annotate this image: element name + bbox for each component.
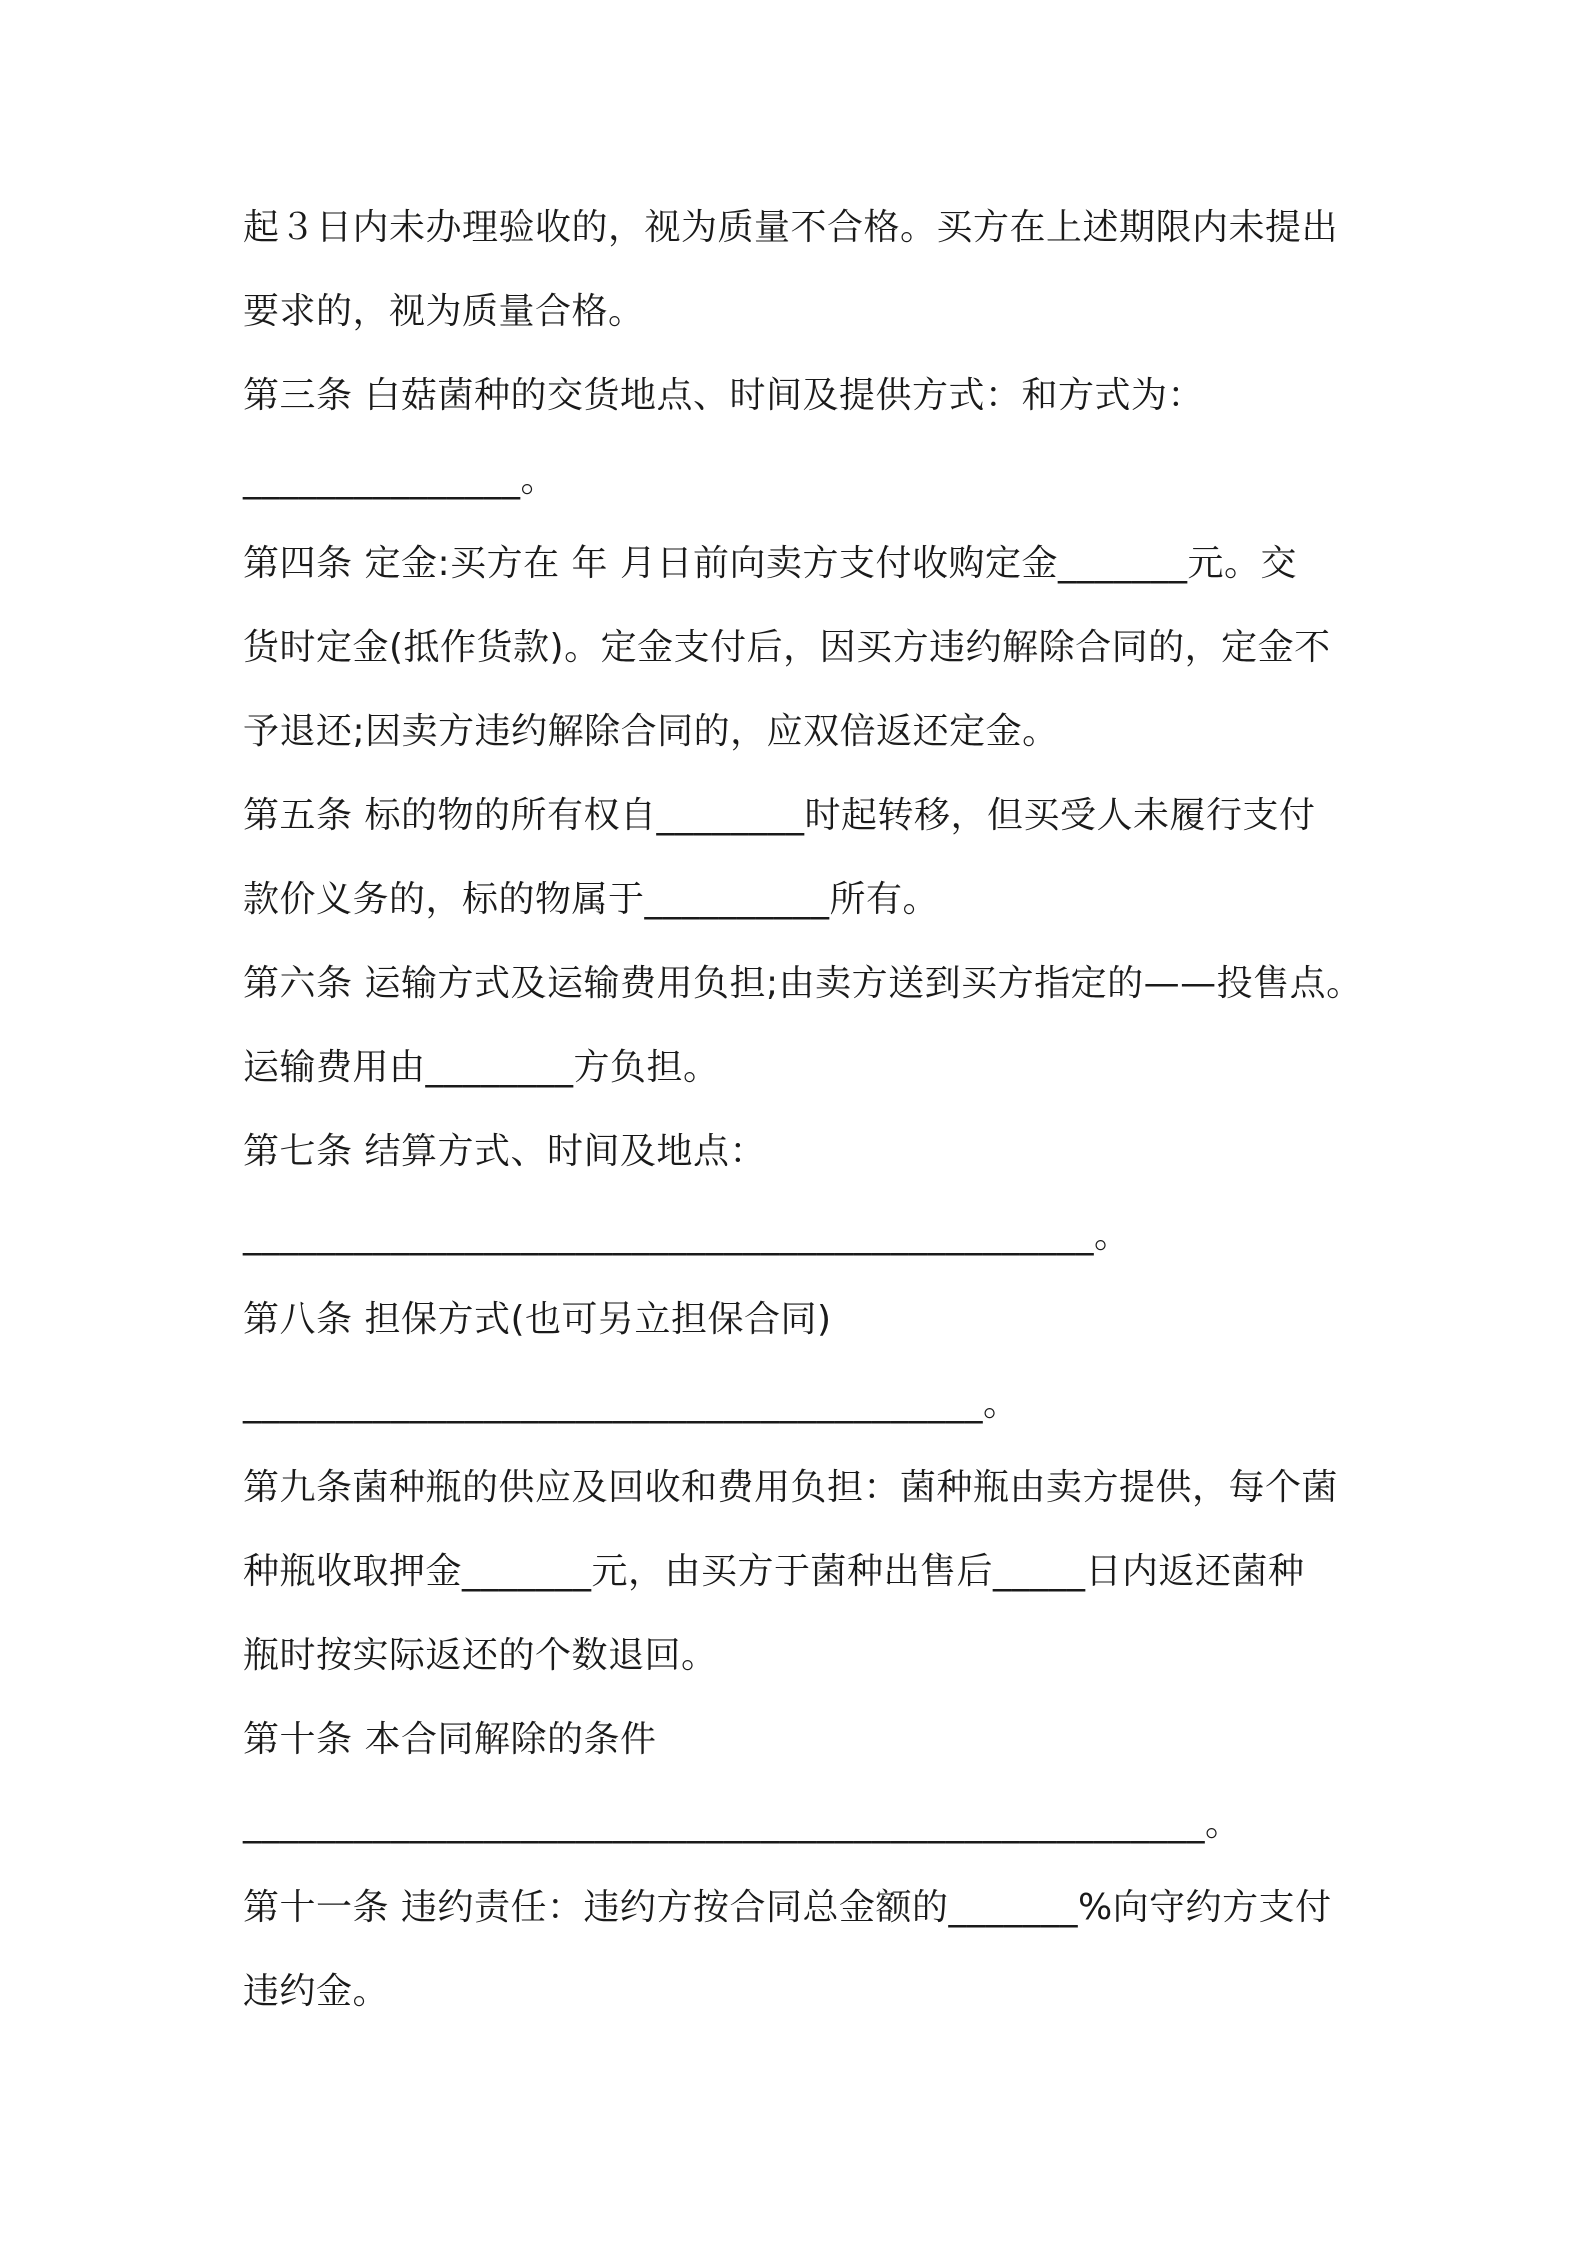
text-line: ______________________________________________。 (243, 1215, 1131, 1256)
text-line: 予退还;因卖方违约解除合同的，应双倍返还定金。 (243, 711, 1059, 752)
text-line: ________________________________________。 (243, 1383, 1020, 1424)
text-line: 瓶时按实际返还的个数退回。 (243, 1635, 718, 1676)
text-line: 货时定金(抵作货款)。定金支付后，因买方违约解除合同的，定金不 (243, 627, 1331, 668)
text-line: 运输费用由________方负担。 (243, 1047, 720, 1088)
text-line: _______________。 (243, 459, 557, 500)
text-line: 款价义务的，标的物属于__________所有。 (243, 879, 940, 920)
clause-4-heading: 第四条 定金:买方在 年 月日前向卖方支付收购定金_______元。交 (243, 543, 1297, 584)
text-line: ____________________________________________________。 (243, 1803, 1242, 1844)
text-line: 违约金。 (243, 1971, 390, 2012)
clause-6-heading: 第六条 运输方式及运输费用负担;由卖方送到买方指定的——投售点。 (243, 963, 1363, 1004)
text-line: 起３日内未办理验收的，视为质量不合格。买方在上述期限内未提出 (243, 207, 1339, 248)
clause-11-heading: 第十一条 违约责任：违约方按合同总金额的_______%向守约方支付 (243, 1887, 1332, 1928)
clause-5-heading: 第五条 标的物的所有权自________时起转移，但买受人未履行支付 (243, 795, 1316, 836)
clause-3-heading: 第三条 白菇菌种的交货地点、时间及提供方式：和方式为： (243, 375, 1204, 416)
clause-8-heading: 第八条 担保方式(也可另立担保合同) (243, 1299, 832, 1340)
text-line: 种瓶收取押金_______元，由买方于菌种出售后_____日内返还菌种 (243, 1551, 1305, 1592)
clause-7-heading: 第七条 结算方式、时间及地点： (243, 1131, 766, 1172)
text-line: 要求的，视为质量合格。 (243, 291, 645, 332)
clause-9-heading: 第九条菌种瓶的供应及回收和费用负担：菌种瓶由卖方提供，每个菌 (243, 1467, 1339, 1508)
clause-10-heading: 第十条 本合同解除的条件 (243, 1719, 657, 1760)
